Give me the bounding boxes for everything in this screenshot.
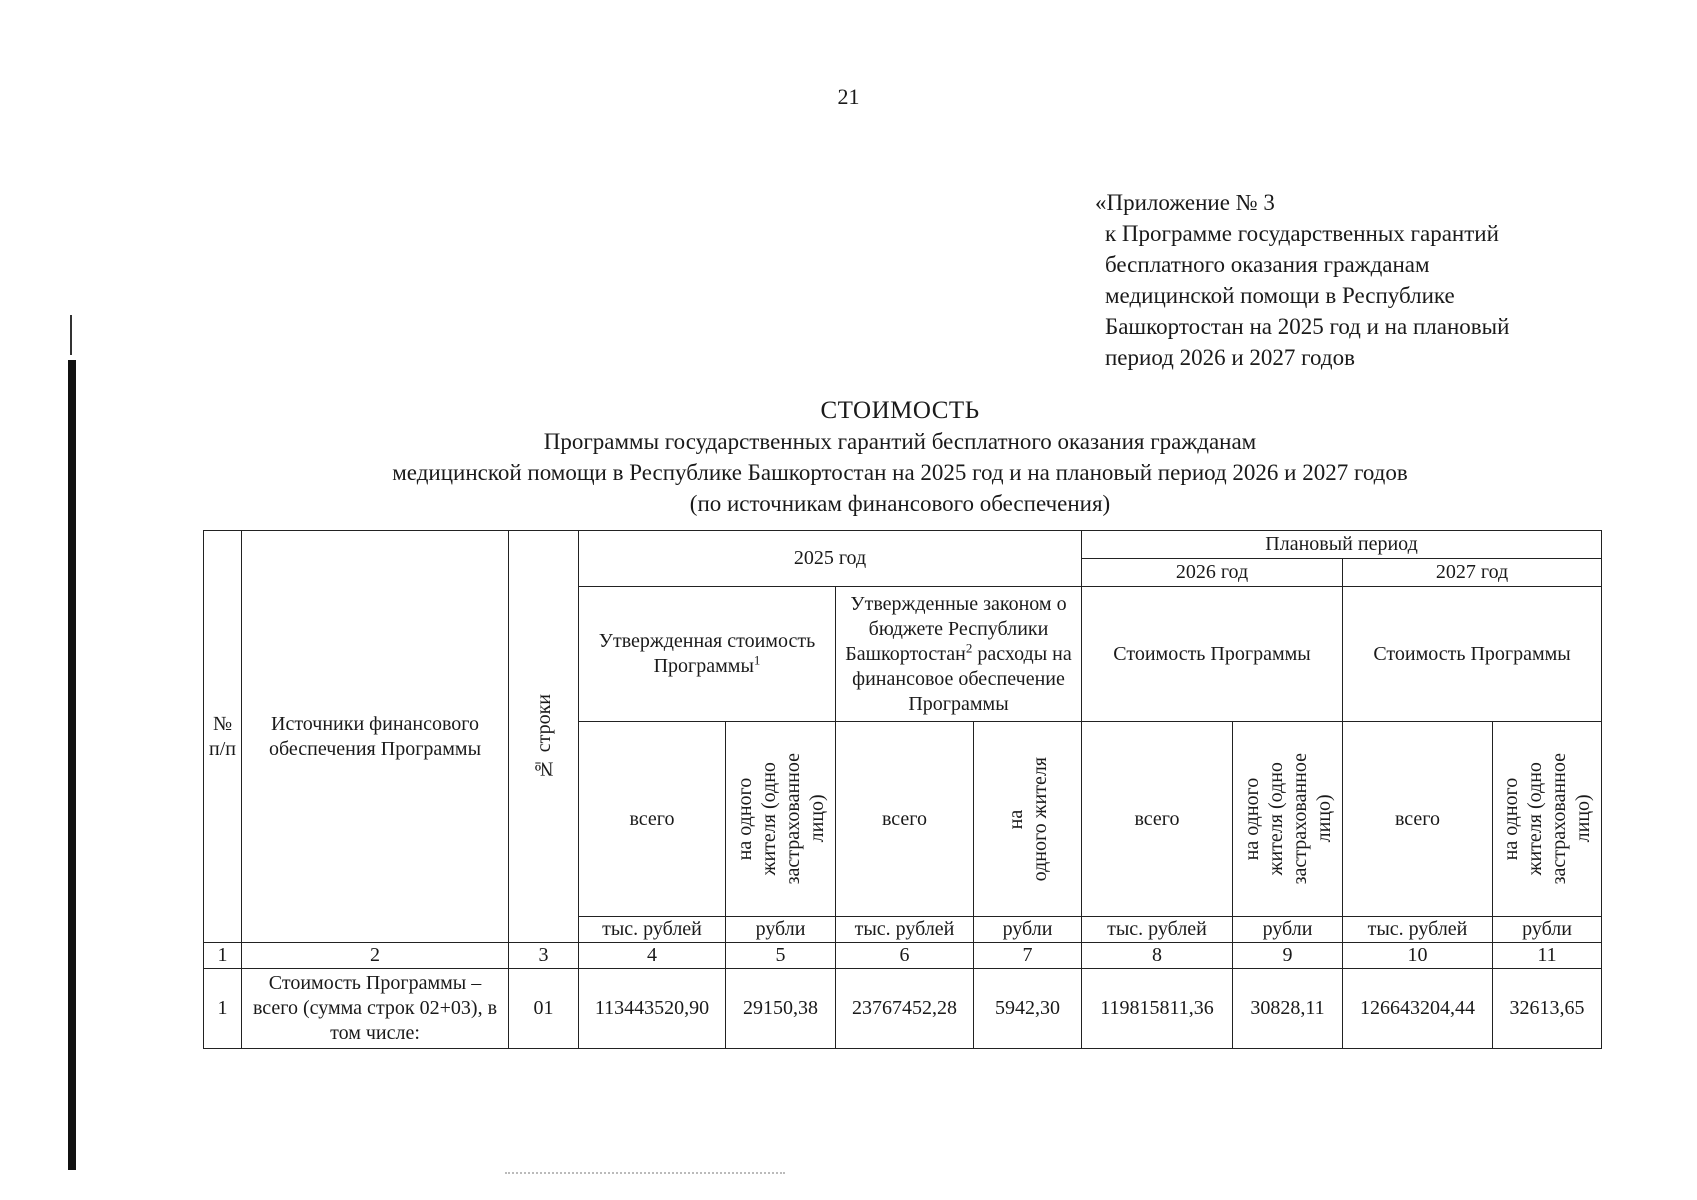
row-source: Стоимость Программы – всего (сумма строк 02+03), в том числе:: [242, 969, 509, 1049]
title-line: медицинской помощи в Республике Башкортостан на 2025 год и на плановый период 2026 и 2027 годов: [392, 460, 1408, 485]
unit-rub: рубли: [1233, 917, 1343, 943]
header-col-row-label: № строки: [532, 693, 555, 780]
header-budget-law: [836, 587, 1082, 722]
scan-artifact: [505, 1172, 785, 1176]
header-year-2027: 2027 год: [1343, 559, 1602, 587]
unit-thousand: тыс. рублей: [836, 917, 974, 943]
header-per-insured-label: на одного жителя (одно застрахованное лицо): [1500, 753, 1595, 885]
header-approved-cost: [579, 587, 836, 722]
row-value: 23767452,28: [836, 969, 974, 1049]
unit-thousand: тыс. рублей: [1343, 917, 1493, 943]
unit-thousand: тыс. рублей: [1082, 917, 1233, 943]
row-value: 29150,38: [726, 969, 836, 1049]
footnote-mark: 1: [753, 652, 761, 668]
header-row: [204, 531, 1602, 559]
title-line: (по источникам финансового обеспечения): [689, 491, 1111, 516]
column-number: 7: [974, 943, 1082, 969]
header-total: всего: [1082, 722, 1233, 917]
budget-law-label-cont: расходы на финансовое обеспечение Программы: [852, 642, 1072, 715]
budget-law-label: Утвержденные законом о бюджете Республики Башкортостан: [845, 592, 1067, 665]
column-number: 4: [579, 943, 726, 969]
header-per-resident-label: на одного жителя: [1004, 756, 1051, 882]
unit-rub: рубли: [1493, 917, 1602, 943]
header-year-2025: 2025 год: [579, 531, 1082, 587]
unit-rub: рубли: [726, 917, 836, 943]
appendix-note: [1095, 187, 1509, 373]
row-value: 30828,11: [1233, 969, 1343, 1049]
row-value: 5942,30: [974, 969, 1082, 1049]
column-number: 8: [1082, 943, 1233, 969]
appendix-line: период 2026 и 2027 годов: [1105, 345, 1355, 370]
appendix-line: Башкортостан на 2025 год и на плановый: [1105, 314, 1510, 339]
scan-margin-tick: [70, 315, 72, 355]
header-col-row: [509, 531, 579, 943]
column-number: 2: [242, 943, 509, 969]
row-code: 01: [509, 969, 579, 1049]
column-number: 11: [1493, 943, 1602, 969]
page-number: 21: [837, 84, 860, 109]
column-number: 10: [1343, 943, 1493, 969]
header-per-insured: [1493, 722, 1602, 917]
header-planned-period: Плановый период: [1082, 531, 1602, 559]
row-value: 113443520,90: [579, 969, 726, 1049]
header-per-resident: [974, 722, 1082, 917]
table-row: [204, 969, 1602, 1049]
column-number-row: [204, 943, 1602, 969]
appendix-line: медицинской помощи в Республике: [1105, 283, 1455, 308]
appendix-line: бесплатного оказания гражданам: [1105, 252, 1430, 277]
header-per-insured-label: на одного жителя (одно застрахованное лицо): [1240, 753, 1335, 885]
column-number: 1: [204, 943, 242, 969]
header-year-2026: 2026 год: [1082, 559, 1343, 587]
header-program-cost-2027: Стоимость Программы: [1343, 587, 1602, 722]
row-no: 1: [204, 969, 242, 1049]
header-col-source: Источники финансового обеспечения Программы: [242, 531, 509, 943]
unit-thousand: тыс. рублей: [579, 917, 726, 943]
unit-rub: рубли: [974, 917, 1082, 943]
header-per-insured: [1233, 722, 1343, 917]
header-program-cost-2026: Стоимость Программы: [1082, 587, 1343, 722]
header-total: всего: [579, 722, 726, 917]
appendix-line: к Программе государственных гарантий: [1105, 221, 1499, 246]
column-number: 3: [509, 943, 579, 969]
cost-table: [203, 530, 1602, 1049]
header-per-insured-label: на одного жителя (одно застрахованное лицо): [733, 753, 828, 885]
column-number: 6: [836, 943, 974, 969]
column-number: 9: [1233, 943, 1343, 969]
column-number: 5: [726, 943, 836, 969]
header-total: всего: [1343, 722, 1493, 917]
approved-cost-label: Утвержденная стоимость Программы: [598, 630, 816, 677]
header-total: всего: [836, 722, 974, 917]
header-col-no: № п/п: [204, 531, 242, 943]
footnote-mark: 2: [965, 639, 973, 655]
document-title: [0, 395, 1697, 519]
title-main: СТОИМОСТЬ: [820, 397, 980, 424]
title-line: Программы государственных гарантий бесплатного оказания гражданам: [543, 429, 1257, 454]
appendix-line: «Приложение № 3: [1095, 190, 1275, 215]
row-value: 32613,65: [1493, 969, 1602, 1049]
row-value: 119815811,36: [1082, 969, 1233, 1049]
row-value: 126643204,44: [1343, 969, 1493, 1049]
header-per-insured: [726, 722, 836, 917]
